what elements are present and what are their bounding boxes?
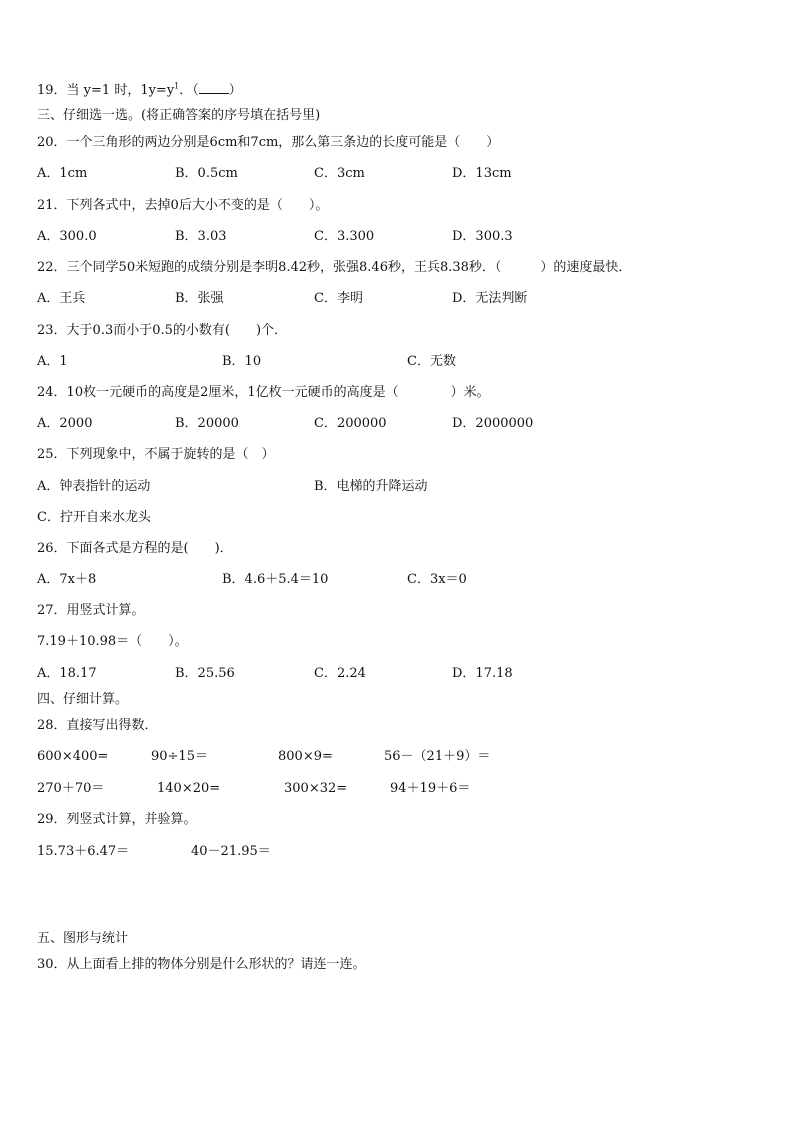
question-20-stem: 20．一个三角形的两边分别是6cm和7cm，那么第三条边的长度可能是（ ）	[37, 135, 500, 150]
q28-item-3: 800×9=	[278, 749, 333, 764]
q28-item-7: 300×32=	[284, 781, 348, 796]
q24-option-c[interactable]: C．200000	[314, 416, 387, 431]
q29-item-2: 40－21.95＝	[191, 844, 271, 859]
q24-option-b[interactable]: B．20000	[175, 416, 239, 431]
q23-option-a[interactable]: A．1	[37, 354, 68, 369]
question-22-stem: 22．三个同学50米短跑的成绩分别是李明8.42秒，张强8.46秒，王兵8.38秒．（ ）的速度最快．	[37, 260, 632, 275]
q22-option-c[interactable]: C．李明	[314, 291, 363, 306]
question-29-stem: 29．列竖式计算，并验算。	[37, 812, 197, 827]
q23-option-c[interactable]: C．无数	[407, 354, 456, 369]
q27-option-d[interactable]: D．17.18	[452, 666, 513, 681]
section-5-heading: 五、图形与统计	[37, 931, 129, 946]
q27-option-a[interactable]: A．18.17	[37, 666, 97, 681]
q21-option-b[interactable]: B．3.03	[175, 229, 227, 244]
question-30-stem: 30．从上面看上排的物体分别是什么形状的？请连一连。	[37, 957, 366, 972]
q26-option-a[interactable]: A．7x＋8	[37, 572, 97, 587]
q28-item-2: 90÷15＝	[151, 749, 208, 764]
q21-option-d[interactable]: D．300.3	[452, 229, 513, 244]
q19-close: ）	[228, 83, 242, 98]
q20-option-c[interactable]: C．3cm	[314, 166, 365, 181]
q27-option-c[interactable]: C．2.24	[314, 666, 366, 681]
q20-option-d[interactable]: D．13cm	[452, 166, 512, 181]
question-19	[37, 82, 242, 99]
q19-answer-blank[interactable]	[199, 82, 229, 94]
q28-item-4: 56－（21＋9）＝	[384, 749, 491, 764]
q29-item-1: 15.73＋6.47＝	[37, 844, 130, 859]
question-23-stem: 23．大于0.3而小于0.5的小数有( )个．	[37, 323, 288, 338]
q28-item-5: 270＋70＝	[37, 781, 105, 796]
section-3-heading: 三、仔细选一选。(将正确答案的序号填在括号里)	[37, 108, 321, 123]
q28-item-8: 94＋19＋6＝	[390, 781, 471, 796]
q28-item-6: 140×20=	[157, 781, 221, 796]
q26-option-b[interactable]: B．4.6＋5.4＝10	[222, 572, 329, 587]
q20-option-a[interactable]: A．1cm	[37, 166, 88, 181]
question-24-stem: 24．10枚一元硬币的高度是2厘米，1亿枚一元硬币的高度是（ ）米。	[37, 385, 490, 400]
q23-option-b[interactable]: B．10	[222, 354, 262, 369]
q25-option-a[interactable]: A．钟表指针的运动	[37, 479, 151, 494]
q21-option-c[interactable]: C．3.300	[314, 229, 375, 244]
q22-option-b[interactable]: B．张强	[175, 291, 224, 306]
question-25-stem: 25．下列现象中，不属于旋转的是（ ）	[37, 447, 275, 462]
question-21-stem: 21．下列各式中，去掉0后大小不变的是（ ）。	[37, 198, 329, 213]
q22-option-d[interactable]: D．无法判断	[452, 291, 528, 306]
q19-text-post: ．（	[179, 83, 199, 98]
question-26-stem: 26．下面各式是方程的是( )．	[37, 541, 233, 556]
section-4-heading: 四、仔细计算。	[37, 692, 129, 707]
q19-text: 19．当 y=1 时，1y=y	[37, 83, 175, 98]
q24-option-d[interactable]: D．2000000	[452, 416, 534, 431]
q22-option-a[interactable]: A．王兵	[37, 291, 86, 306]
q25-option-b[interactable]: B．电梯的升降运动	[314, 479, 428, 494]
q27-option-b[interactable]: B．25.56	[175, 666, 235, 681]
q24-option-a[interactable]: A．2000	[37, 416, 93, 431]
q25-option-c[interactable]: C．拧开自来水龙头	[37, 510, 151, 525]
q20-option-b[interactable]: B．0.5cm	[175, 166, 238, 181]
q28-item-1: 600×400=	[37, 749, 109, 764]
q27-expression: 7.19＋10.98＝（ ）。	[37, 634, 188, 649]
question-27-stem: 27．用竖式计算。	[37, 603, 145, 618]
q19-superscript: 1	[174, 81, 180, 91]
q21-option-a[interactable]: A．300.0	[37, 229, 97, 244]
question-28-stem: 28．直接写出得数．	[37, 718, 158, 733]
q26-option-c[interactable]: C．3x＝0	[407, 572, 467, 587]
